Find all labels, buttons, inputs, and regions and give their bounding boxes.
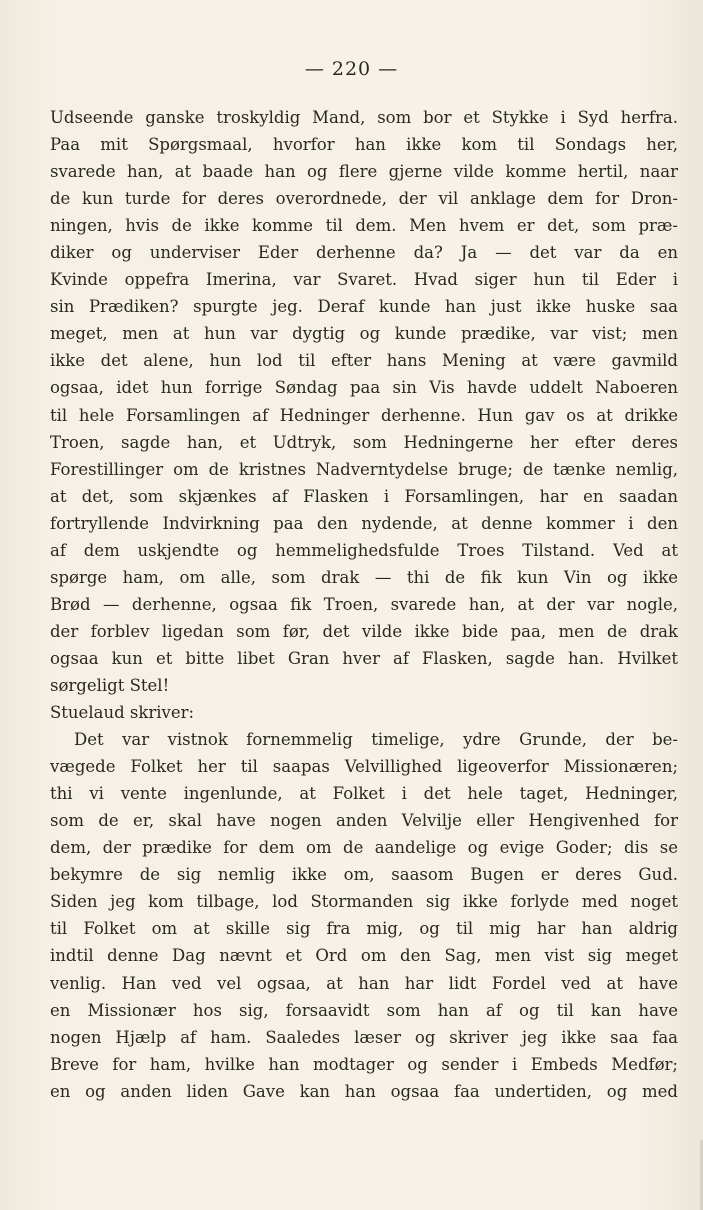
text-line: thi vi vente ingenlunde, at Folket i det hele taget, Hedninger, [50, 784, 678, 804]
text-line: fortryllende Indvirkning paa den nydende, at denne kommer i den [50, 513, 678, 533]
text-line: diker og underviser Eder derhenne da? Ja — det var da en [50, 243, 678, 263]
text-line: ikke det alene, hun lod til efter hans Mening at være gavmild [50, 351, 678, 371]
text-line: Stuelaud skriver: [50, 703, 195, 723]
text-line: venlig. Han ved vel ogsaa, at han har lidt Fordel ved at have [50, 973, 678, 993]
text-line: nogen Hjælp af ham. Saaledes læser og skriver jeg ikke saa faa [50, 1027, 678, 1047]
text-line: en og anden liden Gave kan han ogsaa faa undertiden, og med [50, 1081, 678, 1101]
text-line: Paa mit Spørgsmaal, hvorfor han ikke kom til Sondags her, [50, 135, 678, 155]
text-line: ningen, hvis de ikke komme til dem. Men hvem er det, som præ- [50, 216, 678, 236]
text-line: at det, som skjænkes af Flasken i Forsamlingen, har en saadan [50, 486, 678, 506]
text-line: sin Prædiken? spurgte jeg. Deraf kunde han just ikke huske saa [50, 297, 678, 317]
text-line: Kvinde oppefra Imerina, var Svaret. Hvad siger hun til Eder i [50, 270, 678, 290]
text-line: af dem uskjendte og hemmelighedsfulde Troes Tilstand. Ved at [50, 540, 678, 560]
text-line: spørge ham, om alle, som drak — thi de fik kun Vin og ikke [50, 567, 678, 587]
page-number: — 220 — [304, 58, 399, 80]
text-line: som de er, skal have nogen anden Velvilje eller Hengivenhed for [50, 811, 678, 831]
text-line: sørgeligt Stel! [50, 675, 170, 695]
text-line: Siden jeg kom tilbage, lod Stormanden sig ikke forlyde med noget [50, 892, 678, 912]
text-line: svarede han, at baade han og flere gjerne vilde komme hertil, naar [50, 162, 678, 182]
text-line: Troen, sagde han, et Udtryk, som Hedningerne her efter deres [50, 432, 678, 452]
text-line: ogsaa kun et bitte libet Gran hver af Flasken, sagde han. Hvilket [50, 648, 678, 668]
text-line: til hele Forsamlingen af Hedninger derhenne. Hun gav os at drikke [50, 405, 678, 425]
text-line: vægede Folket her til saapas Velvillighed ligeoverfor Missionæren; [50, 757, 678, 777]
text-line: bekymre de sig nemlig ikke om, saasom Bugen er deres Gud. [50, 865, 678, 885]
text-line: Brød — derhenne, ogsaa fik Troen, svarede han, at der var nogle, [50, 594, 678, 614]
text-line: Forestillinger om de kristnes Nadverntydelse bruge; de tænke nemlig, [50, 459, 678, 479]
text-line: Det var vistnok fornemmelig timelige, ydre Grunde, der be- [74, 730, 678, 750]
text-line: ogsaa, idet hun forrige Søndag paa sin Vis havde uddelt Naboeren [50, 378, 678, 398]
text-line: Breve for ham, hvilke han modtager og sender i Embeds Medfør; [50, 1054, 678, 1074]
text-line: de kun turde for deres overordnede, der vil anklage dem for Dron- [50, 189, 678, 209]
text-line: der forblev ligedan som før, det vilde ikke bide paa, men de drak [50, 621, 678, 641]
text-line: indtil denne Dag nævnt et Ord om den Sag, men vist sig meget [50, 946, 678, 966]
text-line: en Missionær hos sig, forsaavidt som han af og til kan have [50, 1000, 678, 1020]
text-line: dem, der prædike for dem om de aandelige og evige Goder; dis se [50, 838, 678, 858]
text-line: til Folket om at skille sig fra mig, og til mig har han aldrig [50, 919, 678, 939]
text-line: Udseende ganske troskyldig Mand, som bor et Stykke i Syd herfra. [50, 108, 678, 127]
body-text [50, 104, 678, 1105]
text-line: meget, men at hun var dygtig og kunde prædike, var vist; men [50, 324, 678, 344]
